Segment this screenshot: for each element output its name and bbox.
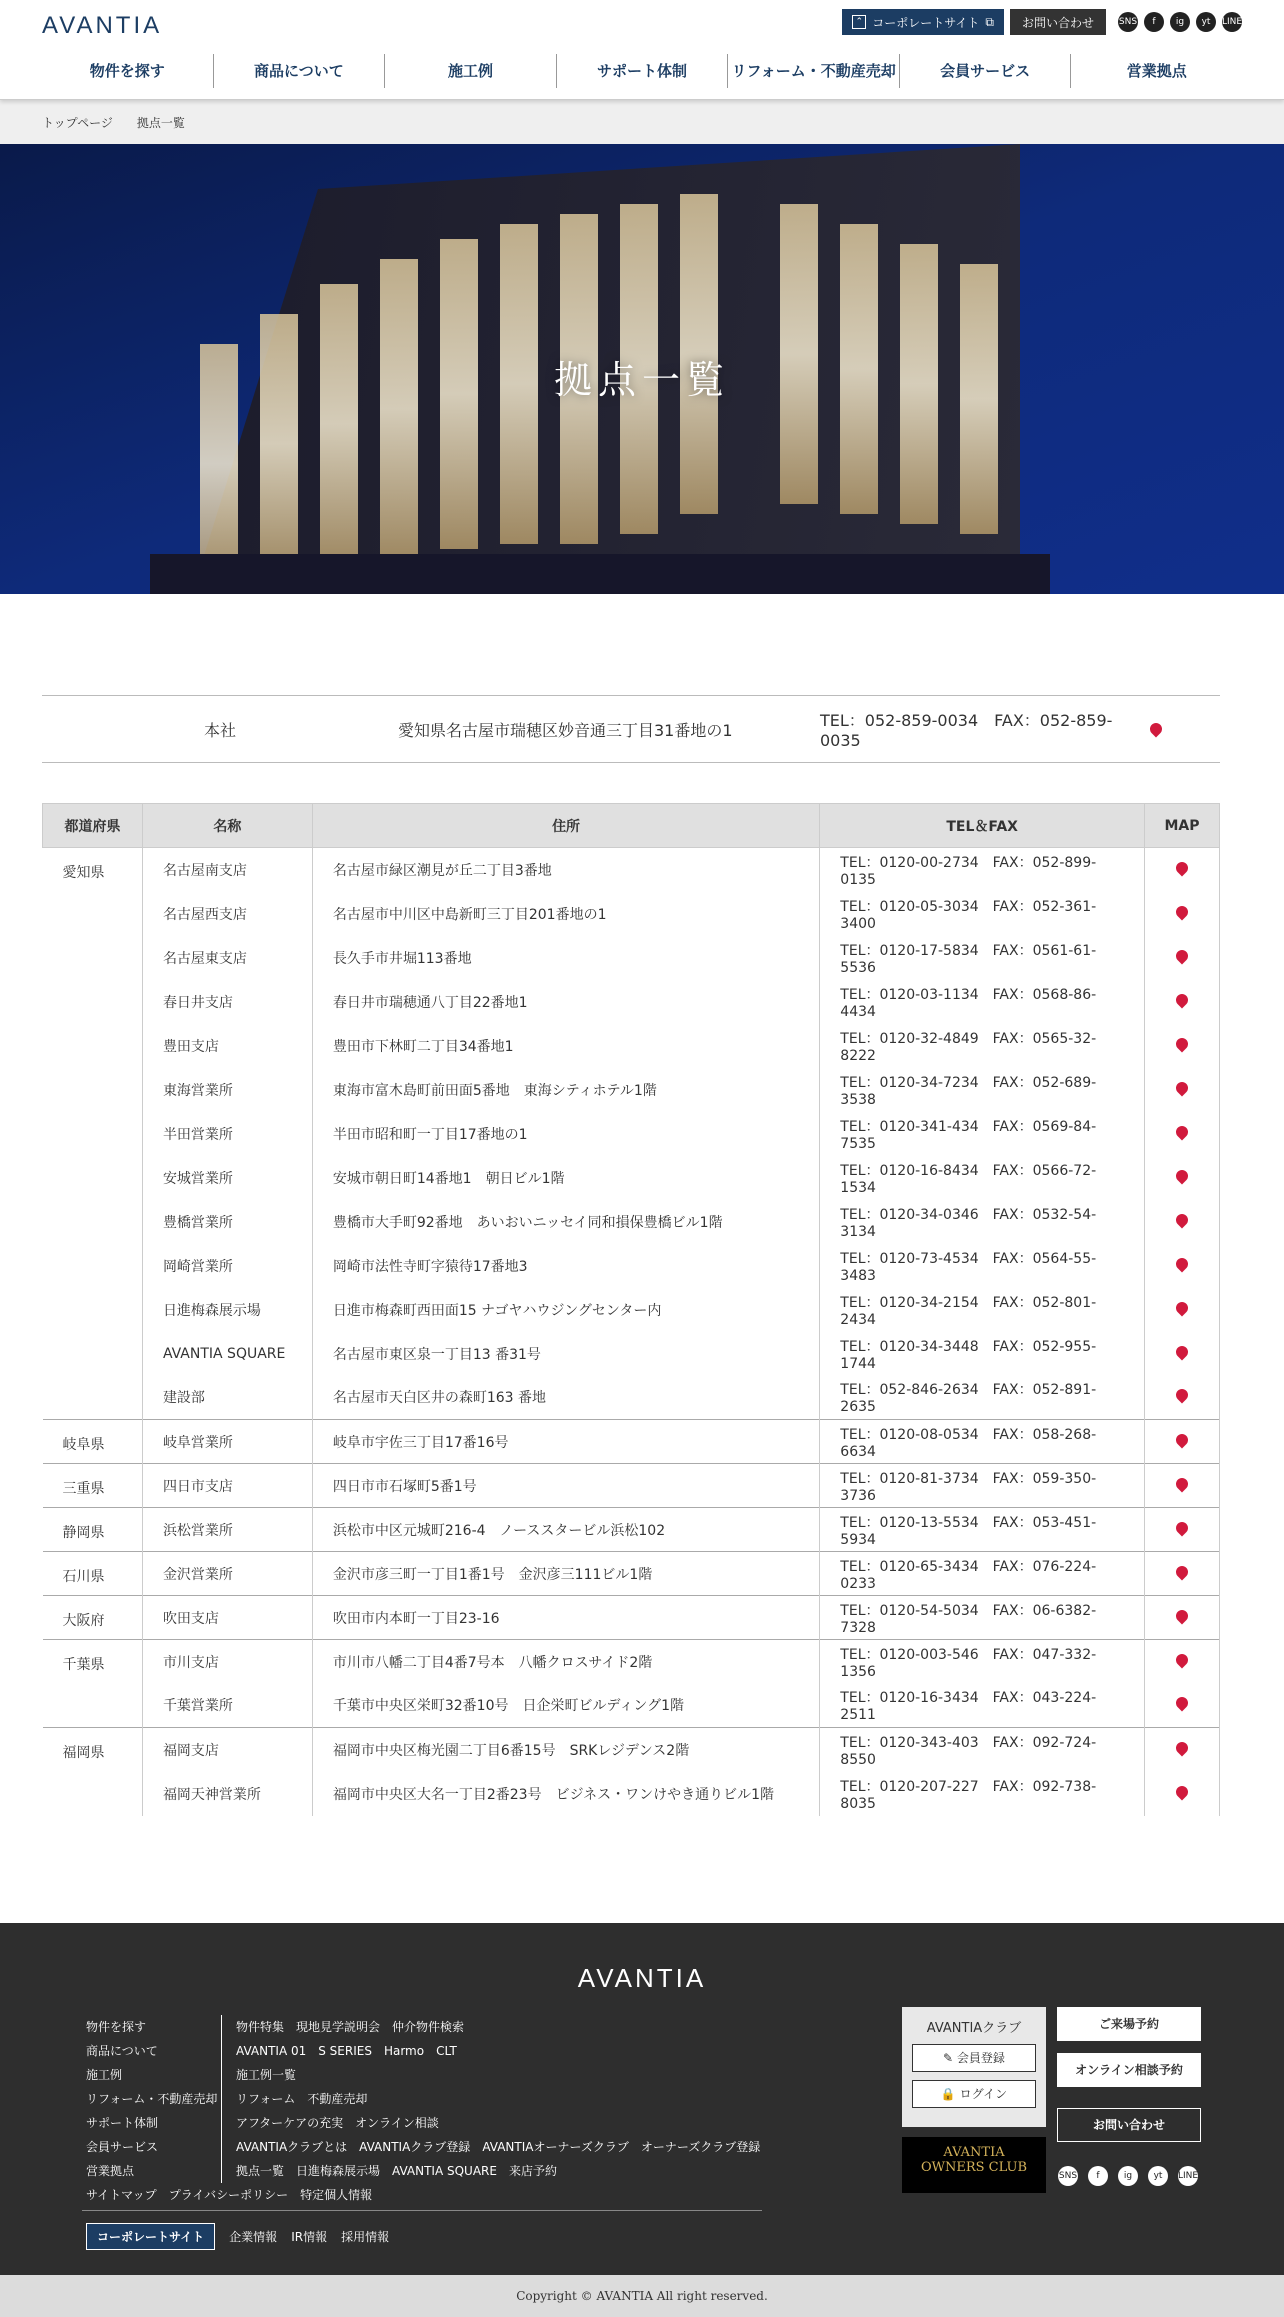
table-row [43, 1112, 1220, 1156]
branch-address: 千葉市中央区栄町32番10号 日企栄町ビルディング1階 [312, 1684, 819, 1728]
branch-name: 建設部 [142, 1376, 312, 1420]
branch-name: 福岡天神営業所 [142, 1772, 312, 1816]
map-cell [1145, 1112, 1220, 1156]
map-pin-icon[interactable] [1174, 1475, 1191, 1492]
nav-item[interactable]: 営業拠点 [1070, 54, 1242, 88]
map-cell [1145, 1684, 1220, 1728]
line-icon[interactable]: LINE [1222, 12, 1242, 32]
map-cell [1145, 1288, 1220, 1332]
footer-link[interactable]: プライバシーポリシー [168, 2188, 289, 2202]
branch-tel: TEL：0120-343-403 FAX：092-724-8550 [820, 1728, 1145, 1772]
branch-address: 福岡市中央区大名一丁目2番23号 ビジネス・ワンけやき通りビル1階 [312, 1772, 819, 1816]
map-cell [1145, 1464, 1220, 1508]
footer-link[interactable]: 企業情報 [229, 2230, 278, 2244]
map-pin-icon[interactable] [1148, 721, 1165, 738]
branch-address: 春日井市瑞穂通八丁目22番地1 [312, 980, 819, 1024]
map-pin-icon[interactable] [1174, 1783, 1191, 1800]
branch-tel: TEL：0120-03-1134 FAX：0568-86-4434 [820, 980, 1145, 1024]
table-row [43, 1156, 1220, 1200]
map-pin-icon[interactable] [1174, 1343, 1191, 1360]
branch-address: 福岡市中央区梅光園二丁目6番15号 SRKレジデンス2階 [312, 1728, 819, 1772]
table-row [43, 1640, 1220, 1684]
branch-tel: TEL：052-846-2634 FAX：052-891-2635 [820, 1376, 1145, 1420]
footer-heading-link[interactable]: 会員サービス [86, 2135, 222, 2159]
footer-heading-link[interactable]: リフォーム・不動産売却 [86, 2087, 222, 2111]
map-pin-icon[interactable] [1174, 1563, 1191, 1580]
map-pin-icon[interactable] [1174, 1167, 1191, 1184]
footer-link[interactable]: 施工例一覧 [236, 2068, 297, 2082]
branch-tel: TEL：0120-17-5834 FAX：0561-61-5536 [820, 936, 1145, 980]
branch-name: 岐阜営業所 [142, 1420, 312, 1464]
member-register-button[interactable]: ✎ 会員登録 [912, 2044, 1036, 2072]
map-pin-icon[interactable] [1174, 1299, 1191, 1316]
map-cell [1145, 1420, 1220, 1464]
table-row [43, 1200, 1220, 1244]
map-pin-icon[interactable] [1174, 903, 1191, 920]
table-row [43, 1728, 1220, 1772]
map-cell [1145, 1552, 1220, 1596]
map-pin-icon[interactable] [1174, 1695, 1191, 1712]
table-row [43, 1772, 1220, 1816]
map-cell [1145, 892, 1220, 936]
footer-link[interactable]: AVANTIAクラブ登録 [359, 2140, 471, 2154]
footer-link[interactable]: IR情報 [291, 2230, 328, 2244]
table-row [43, 1596, 1220, 1640]
table-row [43, 1288, 1220, 1332]
footer-link[interactable]: AVANTIA SQUARE [392, 2164, 497, 2178]
branch-name: 名古屋東支店 [142, 936, 312, 980]
contact-button[interactable]: お問い合わせ [1010, 9, 1106, 35]
map-pin-icon[interactable] [1174, 1079, 1191, 1096]
map-cell [1145, 980, 1220, 1024]
instagram-icon[interactable]: ig [1170, 12, 1190, 32]
breadcrumb-home[interactable]: トップページ [42, 116, 113, 130]
prefecture-cell: 三重県 [43, 1464, 143, 1508]
branch-name: 吹田支店 [142, 1596, 312, 1640]
branch-address: 半田市昭和町一丁目17番地の1 [312, 1112, 819, 1156]
map-pin-icon[interactable] [1174, 1035, 1191, 1052]
footer-link[interactable]: 特定個人情報 [300, 2188, 373, 2202]
branch-tel: TEL：0120-54-5034 FAX：06-6382-7328 [820, 1596, 1145, 1640]
branch-address: 東海市富木島町前田面5番地 東海シティホテル1階 [312, 1068, 819, 1112]
branch-tel: TEL：0120-341-434 FAX：0569-84-7535 [820, 1112, 1145, 1156]
nav-item[interactable]: サポート体制 [556, 54, 728, 88]
owners-label: OWNERS CLUB [920, 2160, 1028, 2175]
owners-logo: AVANTIA [943, 2145, 1005, 2160]
branch-name: 安城営業所 [142, 1156, 312, 1200]
page-title: 拠点一覧 [553, 358, 730, 402]
map-pin-icon[interactable] [1174, 1651, 1191, 1668]
map-pin-icon[interactable] [1174, 1211, 1191, 1228]
branch-name: 豊田支店 [142, 1024, 312, 1068]
branch-address: 豊田市下林町二丁目34番地1 [312, 1024, 819, 1068]
footer-link[interactable]: リフォーム [236, 2092, 296, 2106]
youtube-icon[interactable]: yt [1148, 2166, 1168, 2186]
branch-tel: TEL：0120-32-4849 FAX：0565-32-8222 [820, 1024, 1145, 1068]
site-header [0, 0, 1284, 100]
branch-address: 四日市市石塚町5番1号 [312, 1464, 819, 1508]
branch-table [42, 803, 1220, 1816]
corporate-site-button[interactable] [842, 9, 1004, 35]
footer-link[interactable]: AVANTIA 01 [236, 2044, 307, 2058]
prefecture-cell: 岐阜県 [43, 1420, 143, 1464]
footer-corporate-button[interactable]: コーポレートサイト [86, 2223, 215, 2250]
hq-tel: TEL：052-859-0034 FAX：052-859-0035 [820, 711, 1113, 750]
branch-name: 日進梅森展示場 [142, 1288, 312, 1332]
branch-tel: TEL：0120-16-3434 FAX：043-224-2511 [820, 1684, 1145, 1728]
branch-name: 豊橋営業所 [142, 1200, 312, 1244]
owners-club-banner[interactable] [902, 2137, 1046, 2193]
footer-link[interactable]: アフターケアの充実 [236, 2116, 344, 2130]
footer-link[interactable]: 日進梅森展示場 [296, 2164, 381, 2178]
map-pin-icon[interactable] [1174, 1387, 1191, 1404]
footer-link[interactable]: 仲介物件検索 [392, 2020, 465, 2034]
footer-link[interactable]: CLT [436, 2044, 457, 2058]
branch-tel: TEL：0120-73-4534 FAX：0564-55-3483 [820, 1244, 1145, 1288]
footer-link[interactable]: 物件特集 [236, 2020, 285, 2034]
table-row [43, 1244, 1220, 1288]
facebook-icon[interactable]: f [1144, 12, 1164, 32]
map-cell [1145, 936, 1220, 980]
table-row [43, 980, 1220, 1024]
col-header: MAP [1145, 804, 1220, 848]
branch-address: 市川市八幡二丁目4番7号本 八幡クロスサイド2階 [312, 1640, 819, 1684]
map-cell [1145, 1200, 1220, 1244]
branch-tel: TEL：0120-34-2154 FAX：052-801-2434 [820, 1288, 1145, 1332]
footer-link[interactable]: オーナーズクラブ登録 [640, 2140, 761, 2154]
map-pin-icon[interactable] [1174, 991, 1191, 1008]
breadcrumb-current: 拠点一覧 [136, 116, 185, 130]
branch-tel: TEL：0120-08-0534 FAX：058-268-6634 [820, 1420, 1145, 1464]
branch-name: 千葉営業所 [142, 1684, 312, 1728]
branch-address: 浜松市中区元城町216-4 ノーススタービル浜松102 [312, 1508, 819, 1552]
branch-tel: TEL：0120-00-2734 FAX：052-899-0135 [820, 848, 1145, 892]
club-title: AVANTIAクラブ [926, 2021, 1022, 2036]
branch-tel: TEL：0120-65-3434 FAX：076-224-0233 [820, 1552, 1145, 1596]
branch-name: AVANTIA SQUARE [142, 1332, 312, 1376]
table-row [43, 1508, 1220, 1552]
branch-name: 半田営業所 [142, 1112, 312, 1156]
map-cell [1145, 848, 1220, 892]
corporate-label: コーポレートサイト [872, 15, 980, 30]
branch-name: 福岡支店 [142, 1728, 312, 1772]
footer-heading-link[interactable]: サポート体制 [86, 2111, 222, 2135]
branch-address: 名古屋市中川区中島新町三丁目201番地の1 [312, 892, 819, 936]
footer-logo[interactable]: AVANTIA [577, 1963, 707, 1993]
hq-address: 愛知県名古屋市瑞穂区妙音通三丁目31番地の1 [398, 720, 733, 740]
footer-link[interactable]: 拠点一覧 [236, 2164, 285, 2178]
branch-tel: TEL：0120-34-0346 FAX：0532-54-3134 [820, 1200, 1145, 1244]
map-cell [1145, 1376, 1220, 1420]
col-header: 都道府県 [43, 804, 143, 848]
footer-heading-link[interactable]: 施工例 [86, 2063, 222, 2087]
table-row [43, 892, 1220, 936]
map-cell [1145, 1068, 1220, 1112]
sns-globe-icon[interactable]: SNS [1058, 2166, 1078, 2186]
footer-contact-button[interactable]: お問い合わせ [1057, 2108, 1201, 2142]
branch-name: 四日市支店 [142, 1464, 312, 1508]
footer-links [86, 2015, 772, 2207]
sns-globe-icon[interactable]: SNS [1118, 12, 1138, 32]
nav-item[interactable]: 施工例 [384, 54, 556, 88]
youtube-icon[interactable]: yt [1196, 12, 1216, 32]
branch-name: 名古屋西支店 [142, 892, 312, 936]
map-pin-icon[interactable] [1174, 1123, 1191, 1140]
map-pin-icon[interactable] [1174, 1739, 1191, 1756]
footer-link[interactable]: 現地見学説明会 [296, 2020, 381, 2034]
table-row [43, 1420, 1220, 1464]
prefecture-cell: 静岡県 [43, 1508, 143, 1552]
map-cell [1145, 1728, 1220, 1772]
map-pin-icon[interactable] [1174, 1255, 1191, 1272]
login-button[interactable]: 🔒 ログイン [912, 2080, 1036, 2108]
prefecture-cell: 大阪府 [43, 1596, 143, 1640]
line-icon[interactable]: LINE [1178, 2166, 1198, 2186]
map-pin-icon[interactable] [1174, 1431, 1191, 1448]
branch-address: 名古屋市緑区潮見が丘二丁目3番地 [312, 848, 819, 892]
prefecture-cell: 千葉県 [43, 1640, 143, 1728]
branch-name: 市川支店 [142, 1640, 312, 1684]
map-pin-icon[interactable] [1174, 859, 1191, 876]
prefecture-cell: 愛知県 [43, 848, 143, 1420]
footer-link[interactable]: オンライン相談 [355, 2116, 439, 2130]
copyright: Copyright © AVANTIA All right reserved. [0, 2275, 1284, 2317]
branch-tel: TEL：0120-13-5534 FAX：053-451-5934 [820, 1508, 1145, 1552]
footer-link[interactable]: AVANTIAクラブとは [236, 2140, 348, 2154]
corporate-icon: ⌃ [852, 15, 866, 29]
table-row [43, 1068, 1220, 1112]
table-row [43, 1376, 1220, 1420]
nav-item[interactable]: 会員サービス [899, 54, 1071, 88]
branch-tel: TEL：0120-003-546 FAX：047-332-1356 [820, 1640, 1145, 1684]
nav-item[interactable]: 物件を探す [89, 62, 165, 80]
branch-tel: TEL：0120-34-7234 FAX：052-689-3538 [820, 1068, 1145, 1112]
online-consult-button[interactable]: オンライン相談予約 [1057, 2053, 1201, 2087]
hq-name: 本社 [203, 720, 236, 740]
instagram-icon[interactable]: ig [1118, 2166, 1138, 2186]
footer-link[interactable]: Harmo [383, 2044, 425, 2058]
footer-link[interactable]: S SERIES [318, 2044, 372, 2058]
map-cell [1145, 1332, 1220, 1376]
map-cell [1145, 1640, 1220, 1684]
map-cell [1145, 1508, 1220, 1552]
prefecture-cell: 石川県 [43, 1552, 143, 1596]
table-row [43, 1552, 1220, 1596]
visit-reserve-button[interactable]: ご来場予約 [1057, 2007, 1201, 2041]
branch-address: 日進市梅森町西田面15 ナゴヤハウジングセンター内 [312, 1288, 819, 1332]
footer-link[interactable]: 不動産売却 [307, 2092, 368, 2106]
table-row [43, 1332, 1220, 1376]
site-footer [0, 1923, 1284, 2275]
footer-link[interactable]: 来店予約 [508, 2164, 557, 2178]
table-row [43, 848, 1220, 892]
branch-name: 金沢営業所 [142, 1552, 312, 1596]
col-header: 名称 [142, 804, 312, 848]
logo[interactable]: AVANTIA [42, 12, 163, 39]
external-link-icon: ⧉ [985, 14, 994, 29]
headquarters-row [42, 695, 1220, 763]
branch-tel: TEL：0120-34-3448 FAX：052-955-1744 [820, 1332, 1145, 1376]
sns-links [1118, 12, 1242, 32]
map-cell [1145, 1244, 1220, 1288]
table-row [43, 1464, 1220, 1508]
col-header: 住所 [312, 804, 819, 848]
branch-tel: TEL：0120-81-3734 FAX：059-350-3736 [820, 1464, 1145, 1508]
footer-link[interactable]: 採用情報 [341, 2230, 390, 2244]
map-cell [1145, 1156, 1220, 1200]
map-pin-icon[interactable] [1174, 1519, 1191, 1536]
branch-tel: TEL：0120-207-227 FAX：092-738-8035 [820, 1772, 1145, 1816]
branch-address: 岐阜市宇佐三丁目17番16号 [312, 1420, 819, 1464]
branch-address: 吹田市内本町一丁目23-16 [312, 1596, 819, 1640]
branch-address: 名古屋市天白区井の森町163 番地 [312, 1376, 819, 1420]
branch-address: 長久手市井堀113番地 [312, 936, 819, 980]
avantia-club-box [902, 2007, 1046, 2127]
footer-link[interactable]: サイトマップ [86, 2188, 157, 2202]
table-body [43, 848, 1220, 1816]
footer-heading-link[interactable]: 営業拠点 [86, 2159, 222, 2183]
col-header: TEL＆FAX [820, 804, 1145, 848]
nav-item[interactable]: 商品について [213, 54, 385, 88]
footer-sns [1058, 2166, 1198, 2186]
table-row [43, 1684, 1220, 1728]
map-cell [1145, 1772, 1220, 1816]
branch-address: 岡崎市法性寺町字猿待17番地3 [312, 1244, 819, 1288]
branch-name: 名古屋南支店 [142, 848, 312, 892]
branch-name: 浜松営業所 [142, 1508, 312, 1552]
branch-name: 東海営業所 [142, 1068, 312, 1112]
footer-heading-link[interactable]: 物件を探す [86, 2015, 222, 2039]
table-row [43, 1024, 1220, 1068]
branch-name: 岡崎営業所 [142, 1244, 312, 1288]
branch-tel: TEL：0120-05-3034 FAX：052-361-3400 [820, 892, 1145, 936]
breadcrumb [0, 100, 1284, 144]
footer-link[interactable]: AVANTIAオーナーズクラブ [482, 2140, 629, 2154]
footer-heading-link[interactable]: 商品について [86, 2039, 222, 2063]
facebook-icon[interactable]: f [1088, 2166, 1108, 2186]
map-pin-icon[interactable] [1174, 1607, 1191, 1624]
branch-tel: TEL：0120-16-8434 FAX：0566-72-1534 [820, 1156, 1145, 1200]
main-nav [42, 54, 1242, 88]
branch-address: 金沢市彦三町一丁目1番1号 金沢彦三111ビル1階 [312, 1552, 819, 1596]
nav-item[interactable]: リフォーム・不動産売却 [727, 54, 899, 88]
map-cell [1145, 1024, 1220, 1068]
map-cell [1145, 1596, 1220, 1640]
branch-address: 名古屋市東区泉一丁目13 番31号 [312, 1332, 819, 1376]
prefecture-cell: 福岡県 [43, 1728, 143, 1816]
branch-name: 春日井支店 [142, 980, 312, 1024]
table-row [43, 936, 1220, 980]
map-pin-icon[interactable] [1174, 947, 1191, 964]
branch-address: 豊橋市大手町92番地 あいおいニッセイ同和損保豊橋ビル1階 [312, 1200, 819, 1244]
branch-address: 安城市朝日町14番地1 朝日ビル1階 [312, 1156, 819, 1200]
hero-banner [0, 144, 1284, 594]
